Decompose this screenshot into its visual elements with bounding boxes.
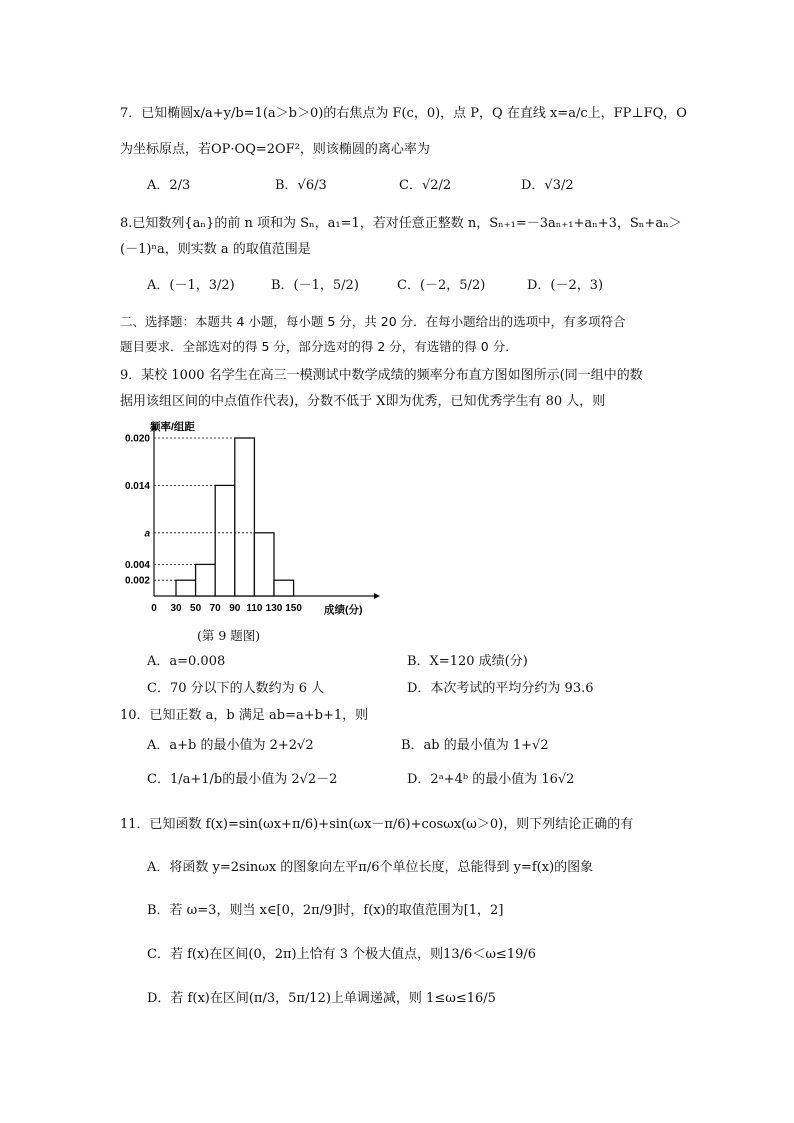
q11-option-a: A．将函数 y=2sinωx 的图象向左平π/6个单位长度，总能得到 y=f(x)的图象 — [147, 860, 594, 875]
q7-stem-line1: 7．已知椭圆x/a+y/b=1(a＞b＞0)的右焦点为 F(c，0)，点 P，Q 在直线 x=a/c上，FP⊥FQ，O — [120, 106, 687, 121]
q9-stem-line1: 9．某校 1000 名学生在高三一模测试中数学成绩的频率分布直方图如图所示(同一组中的数 — [120, 368, 643, 383]
x-tick-label: 70 — [209, 603, 221, 614]
y-tick-label: 0.002 — [124, 575, 150, 587]
q9-option-b: B．X=120 成绩(分) — [407, 654, 528, 669]
q7-stem-line2: 为坐标原点，若OP·OQ=2OF²，则该椭圆的离心率为 — [120, 142, 430, 157]
q8-stem-line2: (－1)ⁿa，则实数 a 的取值范围是 — [120, 242, 311, 257]
q9-frequency-histogram — [112, 418, 402, 618]
x-tick-label: 0 — [151, 603, 157, 614]
q11-option-b: B．若 ω=3，则当 x∈[0，2π/9]时，f(x)的取值范围为[1，2] — [147, 903, 504, 918]
x-tick-label: 110 — [246, 603, 263, 614]
histogram-bar — [254, 533, 274, 596]
q10-stem: 10．已知正数 a，b 满足 ab=a+b+1，则 — [120, 708, 369, 723]
q8-option-b: B．(－1，5/2) — [271, 278, 359, 293]
y-axis-label: 频率/组距 — [150, 421, 195, 433]
histogram-bar — [215, 485, 235, 596]
q11-option-c: C．若 f(x)在区间(0，2π)上恰有 3 个极大值点，则13/6＜ω≤19/6 — [147, 947, 537, 962]
histogram-bar — [235, 438, 255, 596]
y-tick-label: 0.020 — [124, 433, 150, 445]
q9-option-d: D．本次考试的平均分约为 93.6 — [407, 681, 594, 696]
q8-option-a: A．(－1，3/2) — [147, 278, 235, 293]
x-tick-label: 150 — [285, 603, 302, 614]
x-tick-label: 90 — [229, 603, 241, 614]
q8-option-c: C．(－2，5/2) — [397, 278, 486, 293]
x-axis-label: 成绩(分) — [324, 604, 363, 616]
y-tick-label: a — [144, 528, 150, 540]
q10-option-d: D．2ᵃ+4ᵇ 的最小值为 16√2 — [407, 772, 575, 787]
q8-stem-line1: 8.已知数列{aₙ}的前 n 项和为 Sₙ，a₁=1，若对任意正整数 n，Sₙ₊₁=－3aₙ₊₁+aₙ+3，Sₙ+aₙ＞ — [120, 216, 682, 231]
q10-option-b: B．ab 的最小值为 1+√2 — [401, 738, 549, 753]
section-2-heading-line2: 题目要求．全部选对的得 5 分，部分选对的得 2 分，有选错的得 0 分． — [120, 339, 518, 354]
x-axis-arrow-icon — [374, 593, 380, 599]
y-tick-label: 0.004 — [124, 559, 150, 571]
q8-option-d: D．(－2，3) — [527, 278, 604, 293]
q7-option-d: D．√3/2 — [521, 178, 574, 193]
histogram-bar — [196, 564, 216, 596]
y-tick-label: 0.014 — [124, 480, 150, 492]
x-tick-label: 50 — [190, 603, 202, 614]
q7-option-b: B．√6/3 — [275, 178, 327, 193]
q9-figure-caption: (第 9 题图) — [197, 628, 261, 643]
histogram-bar — [274, 580, 294, 596]
q9-option-c: C．70 分以下的人数约为 6 人 — [147, 681, 325, 696]
q9-option-a: A．a=0.008 — [147, 654, 226, 669]
q9-stem-line2: 据用该组区间的中点值作代表)，分数不低于 X即为优秀，已知优秀学生有 80 人，则 — [120, 394, 606, 409]
x-tick-label: 130 — [265, 603, 283, 614]
q10-option-a: A．a+b 的最小值为 2+2√2 — [147, 738, 314, 753]
section-2-heading-line1: 二、选择题：本题共 4 小题，每小题 5 分，共 20 分．在每小题给出的选项中，有多项符合 — [120, 314, 626, 329]
histogram-bar — [176, 580, 196, 596]
q11-option-d: D．若 f(x)在区间(π/3，5π/12)上单调递减，则 1≤ω≤16/5 — [147, 991, 496, 1006]
q11-stem: 11．已知函数 f(x)=sin(ωx+π/6)+sin(ωx－π/6)+cosωx(ω＞0)，则下列结论正确的有 — [120, 817, 634, 832]
q7-option-c: C．√2/2 — [399, 178, 452, 193]
q10-option-c: C．1/a+1/b的最小值为 2√2－2 — [147, 772, 338, 787]
q7-option-a: A．2/3 — [147, 178, 191, 193]
x-tick-label: 30 — [170, 603, 182, 614]
